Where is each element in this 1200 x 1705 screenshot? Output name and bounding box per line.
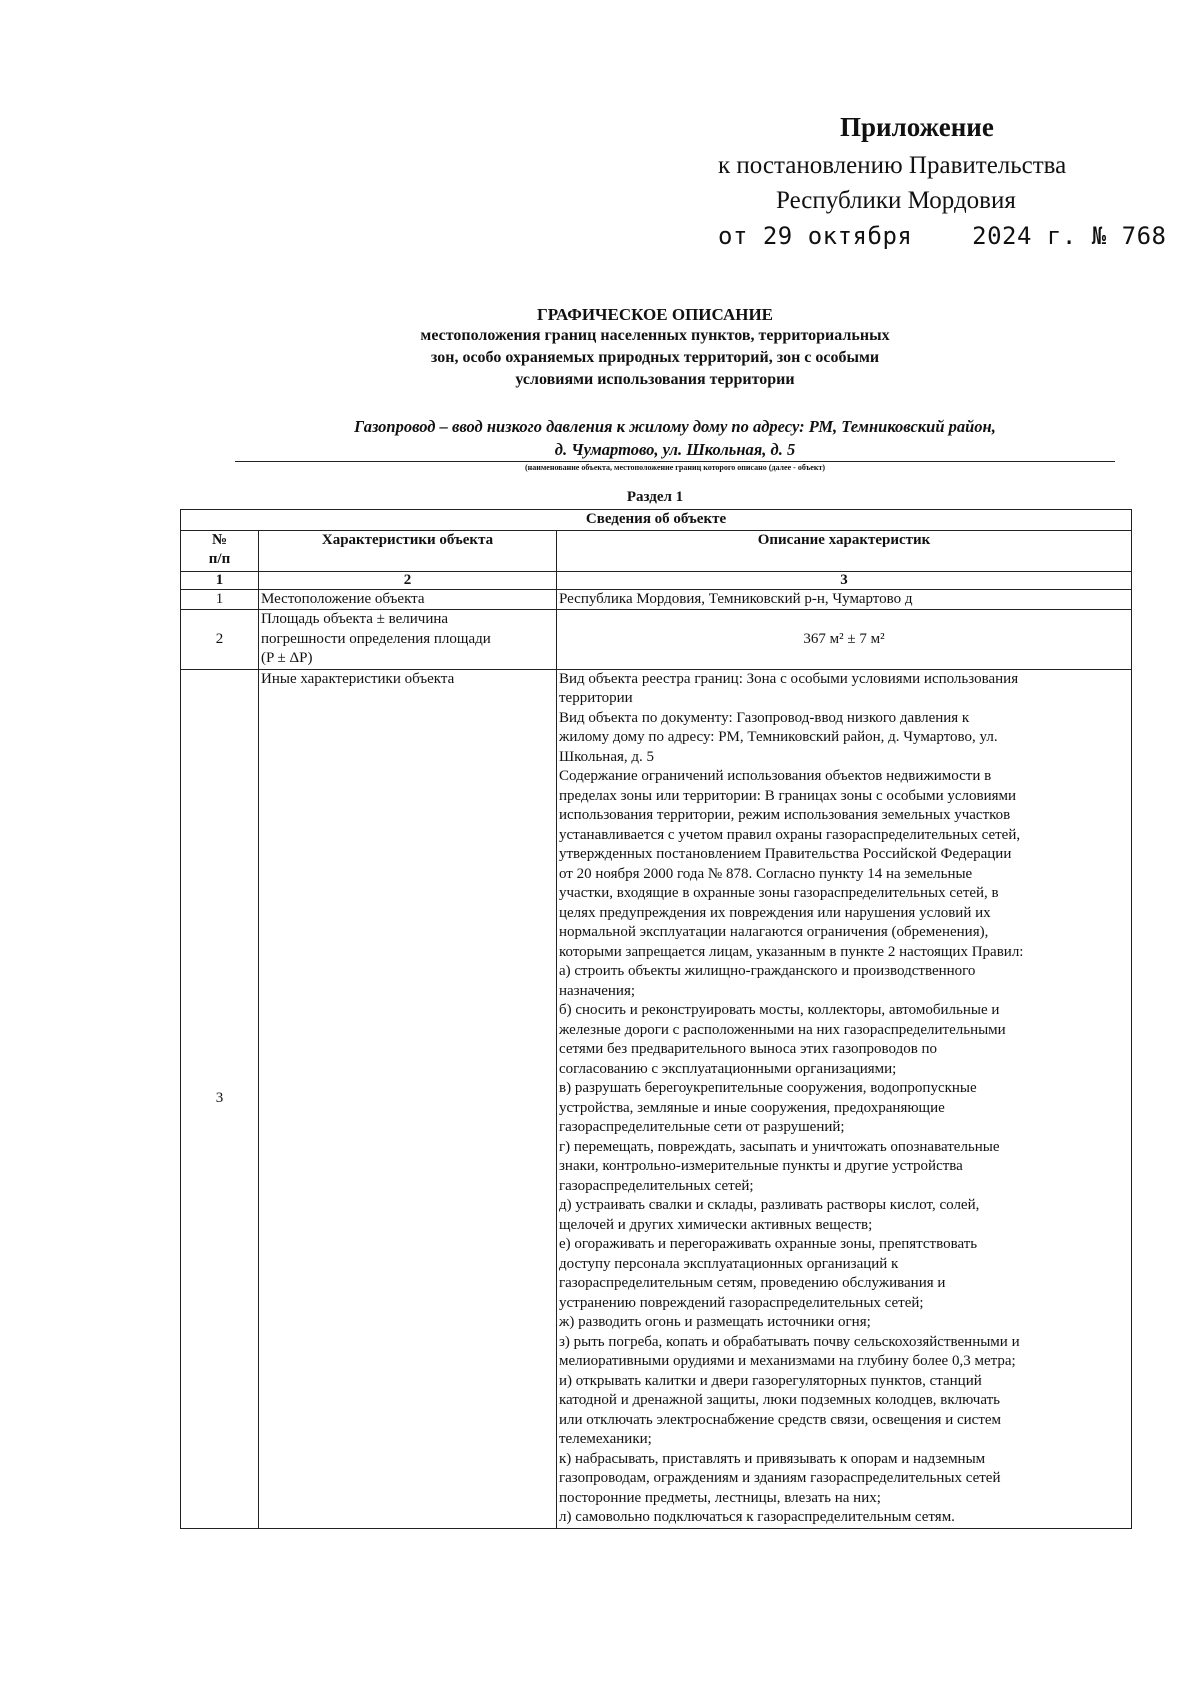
description-line: согласованию с эксплуатационными организациями; bbox=[559, 1060, 897, 1077]
description-line: устранению повреждений газораспределительных сетей; bbox=[559, 1294, 924, 1311]
description-line: к) набрасывать, приставлять и привязывать к опорам и надземным bbox=[559, 1450, 986, 1467]
row-description bbox=[557, 669, 1132, 1528]
object-underline bbox=[235, 461, 1115, 462]
row-characteristic bbox=[259, 610, 557, 670]
description-line: л) самовольно подключаться к газораспределительным сетям. bbox=[559, 1509, 955, 1525]
appendix-title: Приложение bbox=[840, 112, 994, 142]
description-line: сетями без предварительного выноса этих газопроводов по bbox=[559, 1041, 938, 1057]
document-subtitle-line: условиями использования территории bbox=[515, 371, 795, 388]
description-line: газопроводам, ограждениям и зданиям газораспределительных сетей bbox=[559, 1470, 1001, 1486]
column-number-row bbox=[181, 571, 1132, 589]
description-line: газораспределительных сетей; bbox=[559, 1177, 754, 1194]
description-line: д) устраивать свалки и склады, разливать растворы кислот, солей, bbox=[559, 1197, 980, 1213]
column-number: 2 bbox=[259, 571, 557, 589]
description-line: территории bbox=[559, 690, 633, 706]
row-characteristic: Местоположение объекта bbox=[259, 589, 557, 610]
description-line: газораспределительным сетям, проведению обслуживания и bbox=[559, 1275, 946, 1291]
document-title: ГРАФИЧЕСКОЕ ОПИСАНИЕ bbox=[536, 305, 774, 324]
row-number: 3 bbox=[181, 669, 259, 1528]
description-line: знаки, контрольно-измерительные пункты и другие устройства bbox=[559, 1158, 963, 1174]
description-line: Вид объекта по документу: Газопровод-ввод низкого давления к bbox=[559, 709, 970, 726]
description-line: от 20 ноября 2000 года № 878. Согласно пункту 14 на земельные bbox=[559, 865, 973, 882]
description-line: а) строить объекты жилищно-гражданского и производственного bbox=[559, 963, 976, 979]
description-line: устройства, земляные и иные сооружения, предохраняющие bbox=[559, 1099, 945, 1116]
table-row bbox=[181, 589, 1132, 610]
table-row bbox=[181, 669, 1132, 1528]
description-line: доступу персонала эксплуатационных организаций к bbox=[559, 1255, 899, 1272]
appendix-line-1: к постановлению Правительства bbox=[718, 152, 1067, 179]
appendix-line-2: Республики Мордовия bbox=[776, 187, 1016, 214]
description-line: в) разрушать берегоукрепительные сооружения, водопропускные bbox=[559, 1080, 977, 1096]
characteristic-line: Площадь объекта ± величина bbox=[261, 611, 449, 627]
table-title: Сведения об объекте bbox=[181, 510, 1132, 531]
characteristic-line: погрешности определения площади bbox=[261, 630, 491, 647]
description-line: и) открывать калитки и двери газорегуляторных пунктов, станций bbox=[559, 1372, 982, 1389]
description-line: телемеханики; bbox=[559, 1431, 652, 1447]
description-line: щелочей и других химически активных веществ; bbox=[559, 1216, 873, 1233]
appendix-date: от 29 октября 2024 г. № 768 bbox=[718, 222, 1167, 250]
object-name-line: д. Чумартово, ул. Школьная, д. 5 bbox=[554, 440, 796, 459]
row-description: 367 м² ± 7 м² bbox=[557, 610, 1132, 670]
description-line: или отключать электроснабжение средств связи, освещения и систем bbox=[559, 1411, 1002, 1428]
description-line: катодной и дренажной защиты, люки подземных колодцев, включать bbox=[559, 1392, 1000, 1408]
description-line: устанавливается с учетом правил охраны газораспределительных сетей, bbox=[559, 826, 1021, 843]
document-heading bbox=[180, 305, 1130, 391]
object-caption: (наименование объекта, местоположение границ которого описано (далее - объект) bbox=[524, 463, 826, 472]
header-number: № п/п bbox=[181, 530, 259, 571]
description-line: г) перемещать, повреждать, засыпать и уничтожать опознавательные bbox=[559, 1138, 1000, 1155]
header-description: Описание характеристик bbox=[557, 530, 1132, 571]
description-line: которыми запрещается лицам, указанным в пункте 2 настоящих Правил: bbox=[559, 943, 1024, 960]
document-subtitle-line: местоположения границ населенных пунктов, территориальных bbox=[420, 327, 890, 344]
description-line: нормальной эксплуатации налагаются ограничения (обременения), bbox=[559, 924, 989, 940]
description-line: назначения; bbox=[559, 982, 636, 999]
description-line: пределах зоны или территории: В границах зоны с особыми условиями bbox=[559, 787, 1017, 804]
row-characteristic: Иные характеристики объекта bbox=[259, 669, 557, 1528]
description-line: использования территории, режим использования земельных участков bbox=[559, 807, 1011, 823]
description-line: ж) разводить огонь и размещать источники огня; bbox=[559, 1314, 871, 1330]
row-description: Республика Мордовия, Темниковский р-н, Чумартово д bbox=[557, 589, 1132, 610]
description-line: посторонние предметы, лестницы, влезать на них; bbox=[559, 1489, 881, 1506]
header-characteristic: Характеристики объекта bbox=[259, 530, 557, 571]
object-name-line: Газопровод – ввод низкого давления к жилому дому по адресу: РМ, Темниковский район, bbox=[354, 417, 996, 436]
object-info-table bbox=[180, 509, 1132, 1529]
description-line: жилому дому по адресу: РМ, Темниковский район, д. Чумартово, ул. bbox=[559, 729, 998, 745]
description-line: б) сносить и реконструировать мосты, коллекторы, автомобильные и bbox=[559, 1002, 1000, 1018]
section-label: Раздел 1 bbox=[626, 489, 684, 505]
description-line: Вид объекта реестра границ: Зона с особыми условиями использования bbox=[559, 670, 1019, 687]
description-line: железные дороги с расположенными на них газораспределительными bbox=[559, 1021, 1006, 1038]
table-header-row bbox=[181, 530, 1132, 571]
description-line: Школьная, д. 5 bbox=[559, 748, 655, 765]
description-line: газораспределительные сети от разрушений; bbox=[559, 1119, 845, 1135]
description-line: участки, входящие в охранные зоны газораспределительных сетей, в bbox=[559, 885, 999, 901]
description-line: е) огораживать и перегораживать охранные зоны, препятствовать bbox=[559, 1236, 978, 1252]
description-line: Содержание ограничений использования объектов недвижимости в bbox=[559, 768, 992, 784]
table-row bbox=[181, 610, 1132, 670]
description-line: мелиоративными орудиями и механизмами на глубину более 0,3 метра; bbox=[559, 1353, 1016, 1369]
row-number: 1 bbox=[181, 589, 259, 610]
object-name bbox=[235, 415, 1115, 461]
column-number: 1 bbox=[181, 571, 259, 589]
description-line: утвержденных постановлением Правительства Российской Федерации bbox=[559, 846, 1012, 862]
column-number: 3 bbox=[557, 571, 1132, 589]
description-line: з) рыть погреба, копать и обрабатывать почву сельскохозяйственными и bbox=[559, 1333, 1020, 1350]
row-number: 2 bbox=[181, 610, 259, 670]
description-line: целях предупреждения их повреждения или нарушения условий их bbox=[559, 904, 991, 921]
characteristic-line: (P ± ΔP) bbox=[261, 650, 313, 666]
document-subtitle-line: зон, особо охраняемых природных территорий, зон с особыми bbox=[430, 349, 880, 366]
